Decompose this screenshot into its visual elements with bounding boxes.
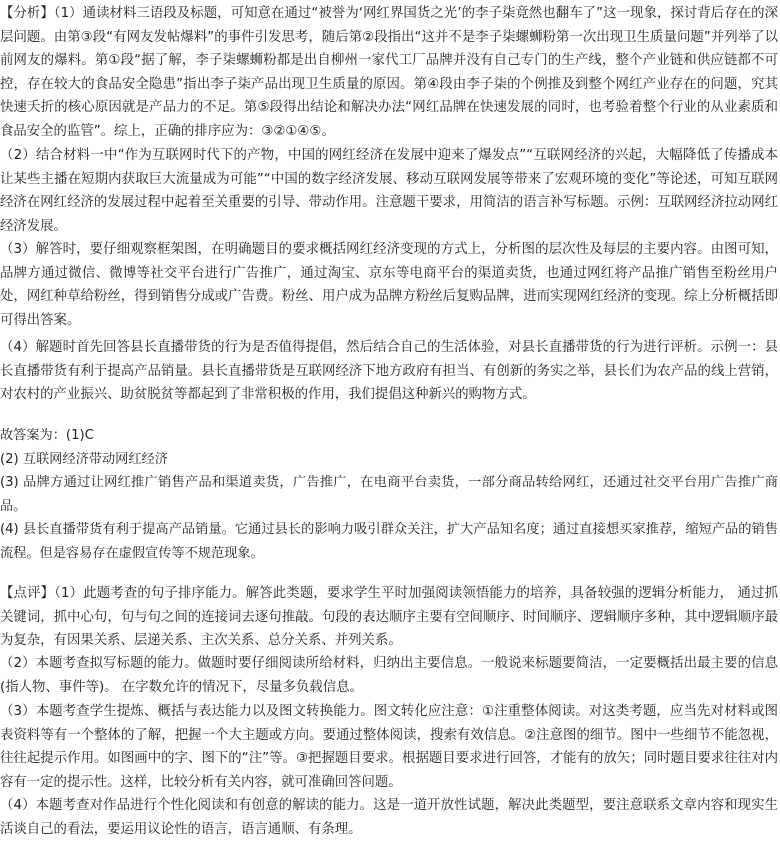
comment-part-2: （2）本题考查拟写标题的能力。做题时要仔细阅读所给材料，归纳出主要信息。一般说来标题要简洁，一定要概括出最主要的信息(指人物、事件等)。 在字数允许的情况下，尽量多负载信息。: [0, 656, 778, 695]
analysis-part-4: （4）解题时首先回答县长直播带货的行为是否值得提倡，然后结合自己的生活体验，对县长直播带货的行为进行评析。示例一：县长直播带货有利于提高产品销量。县长直播带货是互联网经济下地方政府有担当、有创新的务实之举，县长们为农产品的线上营销，对农村的产业振兴、助贫脱贫等都起到了非常积极的作用，我们提倡这种新兴的购物方式。: [0, 340, 778, 402]
analysis-part-1: 【分析】（1）通读材料三语段及标题，可知意在通过“被誉为‘网红界国货之光’的李子柒竟然也翻车了”这一现象，探讨背后存在的深层问题。由第③段“有网友发帖爆料”的事件引发思考，随后第②段指出“这并不是李子柒螺蛳粉第一次出现卫生质量问题”并列举了以前网友的爆料。第①段“据了解，李子柒螺蛳粉都是出自柳州一家代工厂品牌并没有自己专门的生产线，整个产业链和供应链都不可控，存在较大的食品安全隐患”指出李子柒产品出现卫生质量的原因。第④段由李子柒的个例推及到整个网红产业存在的问题，究其快速夭折的核心原因就是产品力的不足。第⑤段得出结论和解决办法“网红品牌在快速发展的同时，也考验着整个行业的从业素质和食品安全的监管”。综上，正确的排序应为：③②①④⑤。: [0, 6, 778, 139]
answer-4: (4) 县长直播带货有利于提高产品销量。它通过县长的影响力吸引群众关注，扩大产品知名度；通过直接想买家推荐，缩短产品的销售流程。但是容易存在虚假宣传等不规范现象。: [0, 522, 778, 561]
answer-block: [0, 424, 778, 565]
comment-part-4: （4）本题考查对作品进行个性化阅读和有创意的解读的能力。这是一道开放性试题，解决此类题型，要注意联系文章内容和现实生活谈自己的看法，要运用议论性的语言，语言通顺、有条理。: [0, 798, 778, 837]
analysis-part-3: （3）解答时，要仔细观察框架图，在明确题目的要求概括网红经济变现的方式上，分析图的层次性及每层的主要内容。由图可知，品牌方通过微信、微博等社交平台进行广告推广，通过淘宝、京东等电商平台的渠道卖货，也通过网红将产品推广销售至粉丝用户处，网红种草给粉丝，得到销售分成或广告费。粉丝、用户成为品牌方粉丝后复购品牌，进而实现网红经济的变现。综上分析概括即可得出答案。: [0, 242, 778, 328]
analysis-part-2: （2）结合材料一中“作为互联网时代下的产物，中国的网红经济在发展中迎来了爆发点”“互联网经济的兴起，大幅降低了传播成本让某些主播在短期内获取巨大流量成为可能”“中国的数字经济发展、移动互联网发展等带来了宏观环境的变化”等论述，可知互联网经济在网红经济的发展过程中起着至关重要的引导、带动作用。注意题干要求，用简洁的语言补写标题。示例：互联网经济拉动网红经济发展。: [0, 148, 778, 234]
comment-part-3: （3）本题考查学生提炼、概括与表达能力以及图文转换能力。图文转化应注意：①注重整体阅读。对这类考题，应当先对材料或图表资料等有一个整体的了解，把握一个大主题或方向。要通过整体阅读，搜索有效信息。②注意图的细节。图中一些细节不能忽视，往往起提示作用。如图画中的字、图下的“注”等。③把握题目要求。根据题目要求进行回答，才能有的放矢；同时题目要求往往对内容有一定的提示性。这样，比较分析有关内容，就可准确回答问题。: [0, 704, 778, 790]
answer-2: (2) 互联网经济带动网红经济: [0, 451, 168, 467]
answer-1: 故答案为：(1)C: [0, 428, 94, 443]
comment-part-1: 【点评】（1）此题考查的句子排序能力。解答此类题，要求学生平时加强阅读领悟能力的培养，具备较强的逻辑分析能力， 通过抓关键词，抓中心句，句与句之间的连接词去逐句推敲。句段的表达顺序主要有空间顺序、时间顺序、逻辑顺序多种，其中逻辑顺序最为复杂，有因果关系、层递关系、主次关系、总分关系、并列关系。: [0, 586, 778, 648]
answer-3: (3) 品牌方通过让网红推广销售产品和渠道卖货，广告推广，在电商平台卖货，一部分商品转给网红，还通过社交平台用广告推广商品。: [0, 475, 778, 514]
